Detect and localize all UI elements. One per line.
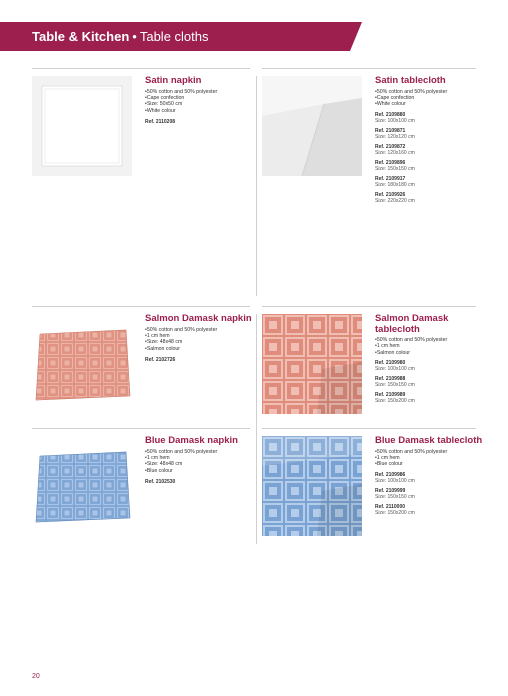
variant-ref: Ref. 2109999 — [375, 487, 406, 494]
variant-size: Size: 150x150 cm — [375, 493, 415, 500]
feature-item: • 1 cm hem — [145, 333, 255, 339]
feature-item: • 50% cotton and 50% polyester — [145, 89, 255, 95]
variant-size: Size: 150x150 cm — [375, 382, 415, 389]
product-ref: Ref. 2102726 — [145, 357, 176, 364]
blue-damask-tablecloth — [375, 436, 485, 516]
satin-tablecloth-photo — [262, 76, 362, 176]
blue-napkin-photo — [32, 436, 132, 536]
header-separator: • — [132, 29, 137, 44]
product-title: Salmon Damask tablecloth — [375, 313, 449, 335]
variant-ref: Ref. 2109896 — [375, 159, 406, 166]
feature-item: • Blue colour — [375, 461, 485, 467]
feature-item: • Cape confection — [375, 95, 485, 101]
feature-item: • 1 cm hem — [375, 455, 485, 461]
divider-mid-right — [262, 306, 476, 307]
feature-item: • 50% cotton and 50% polyester — [145, 449, 255, 455]
feature-item: • Size: 50x50 cm — [145, 101, 255, 107]
variant-size: Size: 220x220 cm — [375, 197, 415, 204]
variant-size: Size: 120x160 cm — [375, 149, 415, 156]
feature-item: • White colour — [145, 108, 255, 114]
divider-lower-right — [262, 428, 476, 429]
feature-item: • Cape confection — [145, 95, 255, 101]
variant-ref: Ref. 2109880 — [375, 111, 406, 118]
blue-tablecloth-photo — [262, 436, 362, 536]
header-category: Table & Kitchen — [32, 29, 130, 44]
variant-size: Size: 150x150 cm — [375, 165, 415, 172]
variant-size: Size: 100x100 cm — [375, 477, 415, 484]
variant-ref: Ref. 2109986 — [375, 471, 406, 478]
salmon-napkin-photo — [32, 314, 132, 414]
product-title: Satin tablecloth — [375, 75, 446, 86]
feature-list — [375, 337, 485, 356]
product-title: Satin napkin — [145, 75, 202, 86]
feature-item: • 50% cotton and 50% polyester — [145, 327, 255, 333]
salmon-damask-tablecloth — [375, 314, 485, 404]
feature-list — [375, 89, 485, 108]
feature-item: • 50% cotton and 50% polyester — [375, 449, 485, 455]
feature-item: • Blue colour — [145, 468, 255, 474]
variant-ref: Ref. 2109989 — [375, 392, 406, 399]
variant-size: Size: 150x200 cm — [375, 509, 415, 516]
feature-item: • Salmon colour — [375, 350, 485, 356]
feature-item: • 50% cotton and 50% polyester — [375, 337, 485, 343]
feature-item: • White colour — [375, 101, 485, 107]
variant-ref: Ref. 2109872 — [375, 143, 406, 150]
header-subcategory: Table cloths — [139, 29, 209, 44]
satin-tablecloth — [375, 76, 485, 204]
divider-top-left — [32, 68, 250, 69]
product-ref: Ref. 2110208 — [145, 119, 176, 126]
variant-ref: Ref. 2109917 — [375, 175, 406, 182]
feature-item: • Size: 48x48 cm — [145, 339, 255, 345]
feature-item: • 1 cm hem — [145, 455, 255, 461]
product-title: Salmon Damask napkin — [145, 313, 252, 324]
feature-item: • 50% cotton and 50% polyester — [375, 89, 485, 95]
salmon-tablecloth-photo — [262, 314, 362, 414]
feature-list — [145, 327, 255, 353]
variant-ref: Ref. 2109871 — [375, 127, 406, 134]
feature-item: • Salmon colour — [145, 346, 255, 352]
page-number: 20 — [32, 673, 40, 680]
divider-mid-left — [32, 306, 250, 307]
variant-size: Size: 180x180 cm — [375, 181, 415, 188]
variant-size: Size: 100x100 cm — [375, 117, 415, 124]
feature-item: • Size: 48x48 cm — [145, 461, 255, 467]
product-ref: Ref. 2102530 — [145, 479, 176, 486]
divider-lower-left — [32, 428, 250, 429]
variant-ref: Ref. 2109988 — [375, 376, 406, 383]
variant-size: Size: 150x200 cm — [375, 398, 415, 405]
divider-vertical-top — [256, 76, 257, 296]
variant-ref: Ref. 2109926 — [375, 191, 406, 198]
page-header — [32, 29, 209, 44]
feature-list — [145, 449, 255, 475]
product-title: Blue Damask napkin — [145, 435, 238, 446]
salmon-damask-napkin — [145, 314, 255, 363]
variant-ref: Ref. 2109980 — [375, 360, 406, 367]
divider-top-right — [262, 68, 476, 69]
satin-napkin-photo — [32, 76, 132, 176]
variant-ref: Ref. 2110000 — [375, 503, 406, 510]
variant-size: Size: 120x120 cm — [375, 133, 415, 140]
feature-list — [145, 89, 255, 115]
blue-damask-napkin — [145, 436, 255, 485]
divider-vertical-bottom — [256, 314, 257, 544]
feature-list — [375, 449, 485, 468]
feature-item: • 1 cm hem — [375, 343, 485, 349]
satin-napkin — [145, 76, 255, 125]
variant-size: Size: 100x100 cm — [375, 366, 415, 373]
product-title: Blue Damask tablecloth — [375, 435, 483, 446]
